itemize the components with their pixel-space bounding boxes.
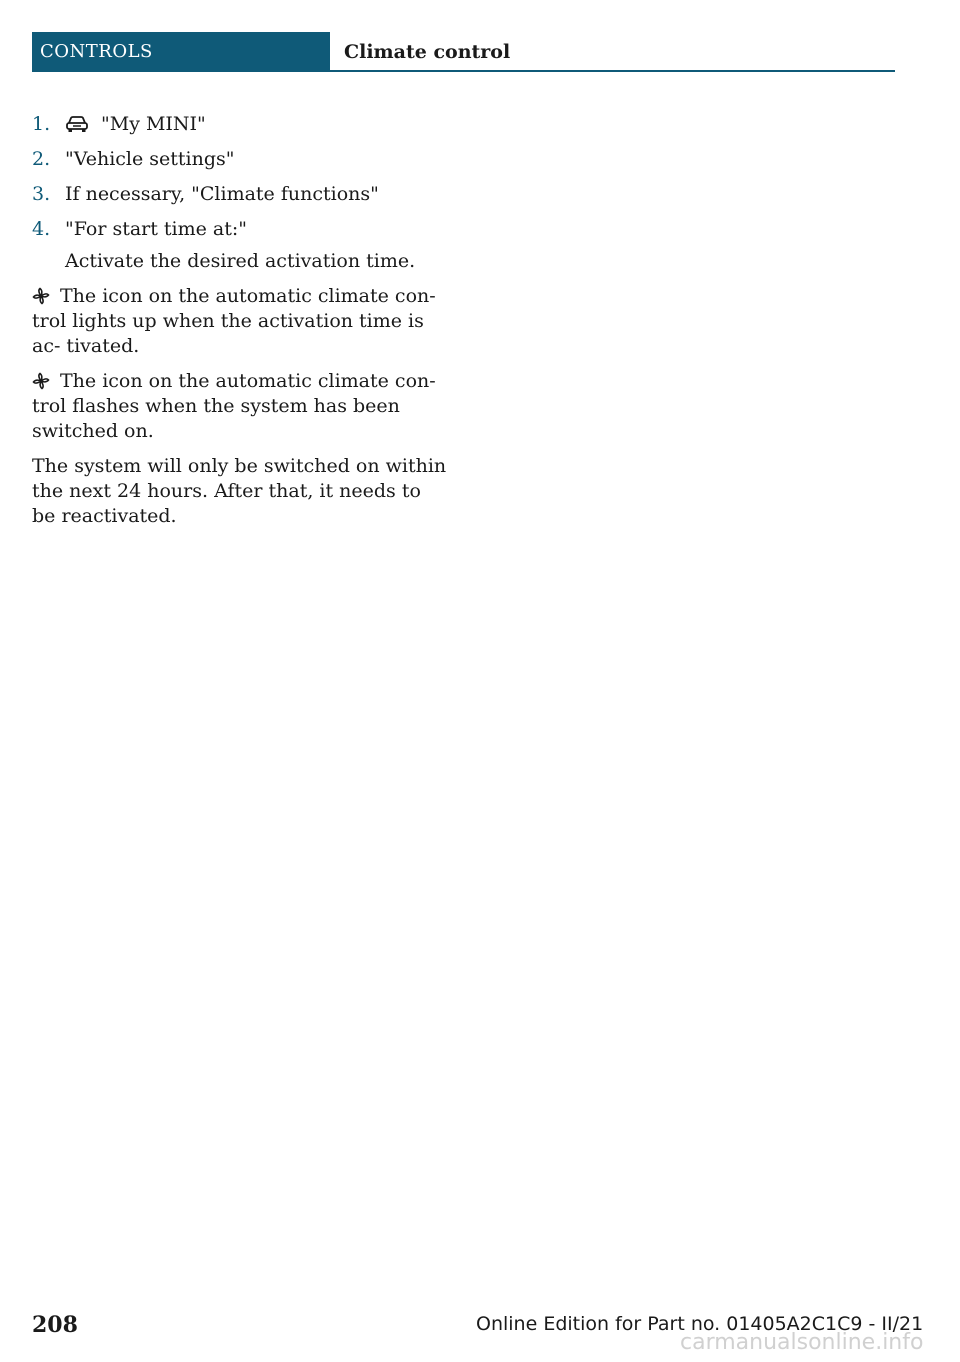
step-number: 1. [32, 113, 51, 135]
paragraph-flashes [32, 369, 447, 444]
step-body [65, 217, 447, 274]
step-4 [32, 217, 447, 274]
paragraph-text: The icon on the automatic climate con- trol lights up when the activation time is ac- tivated. [32, 285, 436, 357]
fan-icon [32, 287, 50, 305]
step-text: "For start time at:" [65, 218, 248, 240]
step-1 [32, 112, 447, 137]
step-subtext: Activate the desired activation time. [65, 250, 416, 272]
step-number: 2. [32, 148, 51, 170]
watermark: carmanualsonline.info [680, 1330, 924, 1355]
step-text: If necessary, "Climate functions" [65, 183, 379, 205]
paragraph-lights-up [32, 284, 447, 359]
step-text: "My MINI" [101, 113, 206, 135]
page-number: 208 [32, 1312, 78, 1338]
paragraph-24-hours: The system will only be switched on within the next 24 hours. After that, it needs to be reactivated. [32, 455, 447, 527]
paragraph-text: The icon on the automatic climate con- trol flashes when the system has been switched on. [32, 370, 436, 442]
footer-edition: Online Edition for Part no. 01405A2C1C9 - II/21 [476, 1313, 924, 1335]
step-number: 4. [32, 218, 51, 240]
step-text: "Vehicle settings" [65, 148, 235, 170]
page-content [32, 112, 447, 539]
header-rule [330, 70, 895, 72]
step-3 [32, 182, 447, 207]
fan-icon [32, 372, 50, 390]
step-number: 3. [32, 183, 51, 205]
header-chapter-title: Climate control [344, 41, 511, 63]
step-body [65, 112, 447, 137]
car-icon [65, 115, 89, 133]
header-section-label: CONTROLS [40, 41, 153, 62]
step-2 [32, 147, 447, 172]
